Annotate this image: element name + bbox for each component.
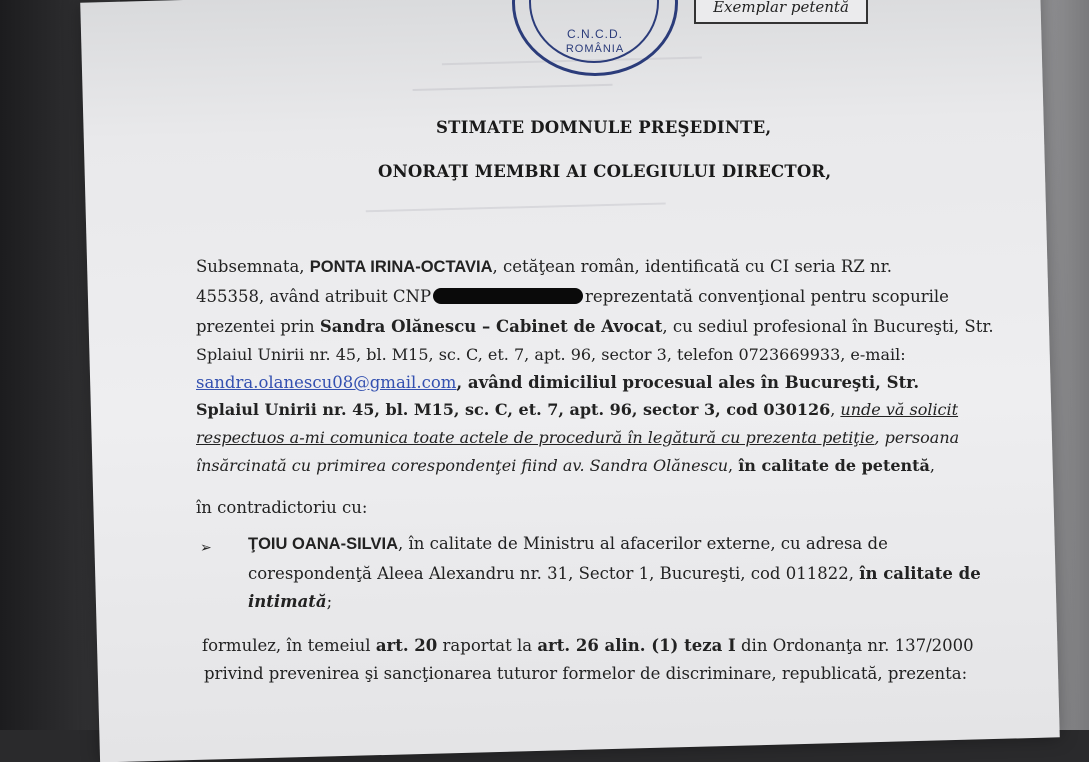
closing-line-2: privind prevenirea şi sancţionarea tuturor formelor de discriminare, republicată, prezenta: xyxy=(204,664,968,683)
petitioner-name: PONTA IRINA-OCTAVIA xyxy=(309,258,493,276)
salutation-members: ONORAŢI MEMBRI AI COLEGIULUI DIRECTOR, xyxy=(378,162,832,181)
para-line-4: Splaiul Unirii nr. 45, bl. M15, sc. C, et. 7, apt. 96, sector 3, telefon 0723669933, e-mail: xyxy=(196,345,906,364)
text: raportat la xyxy=(437,636,538,655)
redaction-bar xyxy=(433,288,583,304)
lawyer-cabinet: Sandra Olănescu – Cabinet de Avocat xyxy=(319,317,663,336)
respondent-line-3 xyxy=(248,592,332,611)
contradictory-label: în contradictoriu cu: xyxy=(196,498,368,517)
para-line-5 xyxy=(196,373,919,392)
text: prezentei prin xyxy=(196,317,320,336)
para-line-2 xyxy=(196,287,949,306)
text: , xyxy=(830,400,841,419)
text: , având dimiciliul procesual ales în Bucureşti, Str. xyxy=(456,373,920,392)
text: , cetăţean român, identificată cu CI seria RZ nr. xyxy=(492,257,892,276)
text: 455358, având atribuit CNP xyxy=(196,287,432,306)
text: corespondenţă Aleea Alexandru nr. 31, Sector 1, Bucureşti, cod 011822, xyxy=(248,564,860,583)
para-line-1 xyxy=(196,257,892,277)
text: formulez, în temeiul xyxy=(202,636,376,655)
text: , xyxy=(728,456,739,475)
respondent-role: în calitate de xyxy=(859,564,981,583)
seal-country: ROMÂNIA xyxy=(565,43,625,55)
bullet-arrow-icon: ➢ xyxy=(200,540,212,556)
procedural-address: Splaiul Unirii nr. 45, bl. M15, sc. C, et. 7, apt. 96, sector 3, cod 030126 xyxy=(196,400,831,419)
respondent-line-2 xyxy=(248,564,981,583)
para-line-3 xyxy=(196,317,994,336)
exemplar-label: Exemplar petentă xyxy=(713,0,849,16)
closing-line-1 xyxy=(202,636,974,655)
text: reprezentată convenţional pentru scopurile xyxy=(585,287,949,306)
para-line-6 xyxy=(196,400,958,419)
salutation-president: STIMATE DOMNULE PREŞEDINTE, xyxy=(436,118,772,137)
article-ref: art. 20 xyxy=(375,636,438,655)
text: , cu sediul profesional în Bucureşti, Str. xyxy=(662,317,994,336)
text: ; xyxy=(326,592,333,611)
text: , persoana xyxy=(874,428,960,447)
request-text: unde vă solicit xyxy=(840,400,959,419)
respondent-line-1 xyxy=(248,534,888,554)
exemplar-stamp xyxy=(694,0,868,24)
seal-name: C.N.C.D. xyxy=(567,27,623,41)
request-text: respectuos a-mi comunica toate actele de procedură în legătură cu prezenta petiţie xyxy=(196,428,875,447)
para-line-8 xyxy=(196,456,935,475)
para-line-7 xyxy=(196,428,959,447)
bleed-through xyxy=(413,84,613,91)
email-link[interactable]: sandra.olanescu08@gmail.com xyxy=(196,373,457,392)
text: din Ordonanţa nr. 137/2000 xyxy=(735,636,974,655)
bleed-through xyxy=(366,202,666,212)
text: însărcinată cu primirea corespondenţei fiind av. Sandra Olănescu xyxy=(196,456,729,475)
respondent-role-word: intimată xyxy=(248,592,327,611)
petitioner-role: în calitate de petentă xyxy=(738,456,930,475)
article-ref: art. 26 alin. (1) teza I xyxy=(537,636,736,655)
text: , în calitate de Ministru al afacerilor externe, cu adresa de xyxy=(398,534,888,553)
respondent-name: ŢOIU OANA-SILVIA xyxy=(248,535,399,553)
text: , xyxy=(929,456,936,475)
text: Subsemnata, xyxy=(196,257,310,276)
